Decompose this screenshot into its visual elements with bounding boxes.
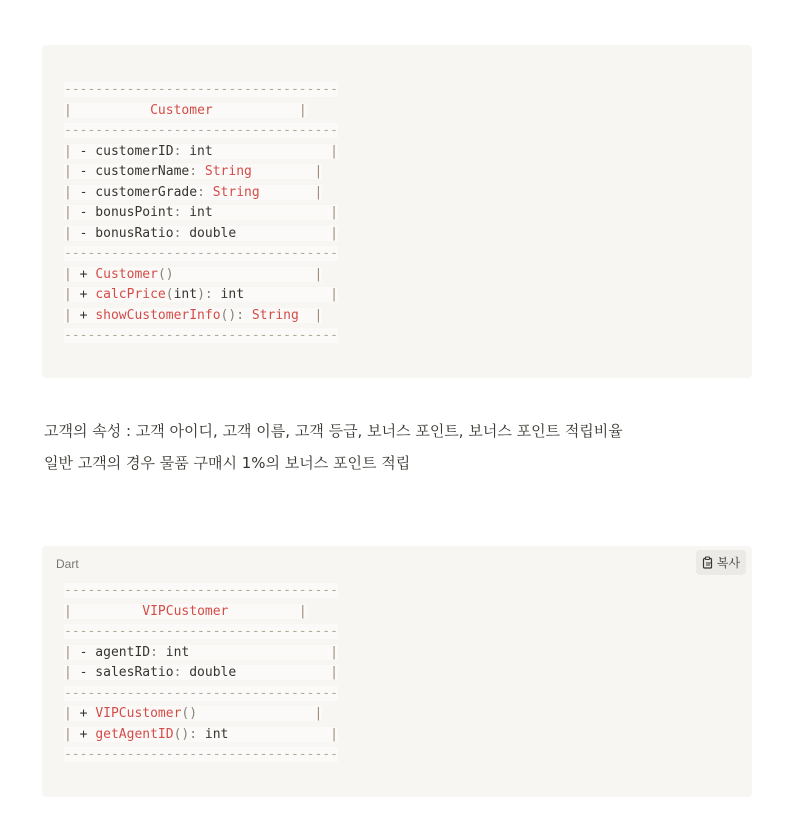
code-token: |	[298, 102, 307, 118]
code-token: calcPrice	[95, 287, 166, 302]
code-token: |	[330, 726, 338, 742]
code-line	[64, 203, 338, 224]
code-token: |	[64, 184, 72, 200]
code-token: double	[181, 225, 331, 241]
code-token: |	[64, 287, 72, 302]
code-token: +	[71, 726, 96, 742]
code-token: |	[314, 706, 323, 721]
code-token: -----------------------------------	[64, 624, 338, 639]
vipcustomer-class-diagram	[64, 581, 338, 766]
code-token: -----------------------------------	[64, 82, 338, 97]
code-token: -----------------------------------	[64, 246, 338, 261]
code-token: |	[64, 205, 72, 220]
code-token: :	[173, 225, 182, 241]
code-token: -----------------------------------	[64, 747, 338, 762]
code-token: :	[173, 143, 182, 159]
code-token: |	[330, 665, 338, 680]
code-token: - customerGrade	[71, 184, 198, 200]
code-token: - customerID	[71, 143, 174, 159]
code-token: |	[64, 726, 72, 742]
code-line	[64, 602, 338, 623]
code-line	[64, 622, 338, 643]
code-token: |	[314, 307, 323, 323]
code-token: VIPCustomer	[142, 603, 229, 619]
code-line	[64, 725, 338, 746]
code-token: - bonusPoint	[71, 205, 174, 220]
code-token: int	[173, 287, 198, 302]
paragraph-bonus-rule: 일반 고객의 경우 물품 구매시 1%의 보너스 포인트 적립	[44, 454, 411, 472]
code-token	[228, 604, 298, 619]
code-token: ():	[173, 726, 198, 742]
code-token: int	[157, 644, 331, 660]
code-token: |	[314, 266, 323, 282]
code-token	[174, 267, 315, 282]
code-token: |	[64, 307, 72, 323]
code-token: |	[64, 644, 72, 660]
code-token: +	[71, 287, 96, 302]
code-token: |	[64, 665, 72, 680]
code-token: +	[71, 266, 96, 282]
code-line	[64, 663, 338, 684]
code-line	[64, 326, 338, 347]
copy-button-label: 복사	[716, 556, 741, 570]
code-line	[64, 285, 338, 306]
code-token: :	[189, 164, 198, 179]
code-token: int	[181, 143, 331, 159]
code-line	[64, 745, 338, 766]
code-token: :	[197, 184, 205, 200]
code-token: |	[64, 706, 72, 721]
code-token	[197, 706, 314, 721]
code-line	[64, 684, 338, 705]
code-token: |	[314, 164, 323, 179]
code-line	[64, 306, 338, 327]
code-token: - customerName	[71, 164, 190, 179]
code-token: |	[330, 287, 338, 302]
code-token: :	[173, 205, 182, 220]
code-token: String	[251, 307, 299, 323]
code-token: String	[212, 184, 260, 200]
code-token: Customer	[150, 102, 213, 118]
code-token: Customer	[95, 266, 158, 282]
code-line	[64, 643, 338, 664]
customer-class-diagram	[64, 80, 338, 347]
code-token: |	[64, 102, 72, 118]
code-token: ()	[157, 266, 174, 282]
code-token: -----------------------------------	[64, 583, 338, 598]
code-token: ()	[181, 706, 198, 721]
code-token	[260, 185, 315, 200]
code-token: int	[212, 287, 331, 302]
code-token: :	[150, 644, 158, 660]
code-token: |	[64, 225, 72, 241]
code-token: |	[314, 184, 323, 200]
code-token: double	[181, 665, 331, 680]
copy-button[interactable]	[696, 550, 746, 575]
code-token: - bonusRatio	[71, 225, 174, 241]
code-token: |	[298, 603, 307, 619]
code-token	[72, 604, 142, 619]
code-token: showCustomerInfo	[95, 307, 221, 323]
code-token: |	[330, 225, 338, 241]
code-token: int	[197, 726, 331, 742]
code-token: +	[71, 307, 96, 323]
code-token: ):	[197, 287, 213, 302]
code-token: - agentID	[71, 644, 151, 660]
code-line	[64, 704, 338, 725]
code-token: (	[165, 287, 174, 302]
paragraph-customer-attributes: 고객의 속성 : 고객 아이디, 고객 이름, 고객 등급, 보너스 포인트, 보너스 포인트 적립비율	[44, 422, 623, 440]
code-token: -----------------------------------	[64, 685, 338, 701]
code-language-label[interactable]: Dart	[56, 557, 79, 571]
code-token: +	[71, 706, 96, 721]
code-token	[252, 164, 315, 179]
code-line	[64, 183, 338, 204]
code-token: |	[330, 143, 338, 159]
code-token: String	[204, 164, 252, 179]
code-line	[64, 244, 338, 265]
code-token: |	[64, 164, 72, 179]
code-line	[64, 121, 338, 142]
code-line	[64, 224, 338, 245]
code-line	[64, 265, 338, 286]
code-token: |	[64, 143, 72, 159]
code-line	[64, 101, 338, 122]
code-token: -----------------------------------	[64, 328, 338, 343]
code-line	[64, 162, 338, 183]
code-token: :	[173, 665, 182, 680]
code-line	[64, 142, 338, 163]
code-token: ():	[220, 307, 245, 323]
clipboard-icon	[702, 556, 714, 569]
code-line	[64, 80, 338, 101]
code-token	[213, 103, 299, 118]
code-token: |	[330, 644, 338, 660]
code-token: - salesRatio	[71, 665, 174, 680]
code-token	[197, 164, 205, 179]
code-token	[205, 185, 213, 200]
code-token: |	[64, 266, 72, 282]
code-token	[72, 103, 150, 118]
code-token: int	[181, 205, 331, 220]
code-token: |	[330, 205, 338, 220]
code-token	[299, 308, 315, 323]
code-token: VIPCustomer	[95, 706, 182, 721]
code-token: |	[64, 603, 72, 619]
code-token: -----------------------------------	[64, 123, 338, 138]
code-token: getAgentID	[95, 726, 174, 742]
code-line	[64, 581, 338, 602]
code-token	[244, 308, 252, 323]
